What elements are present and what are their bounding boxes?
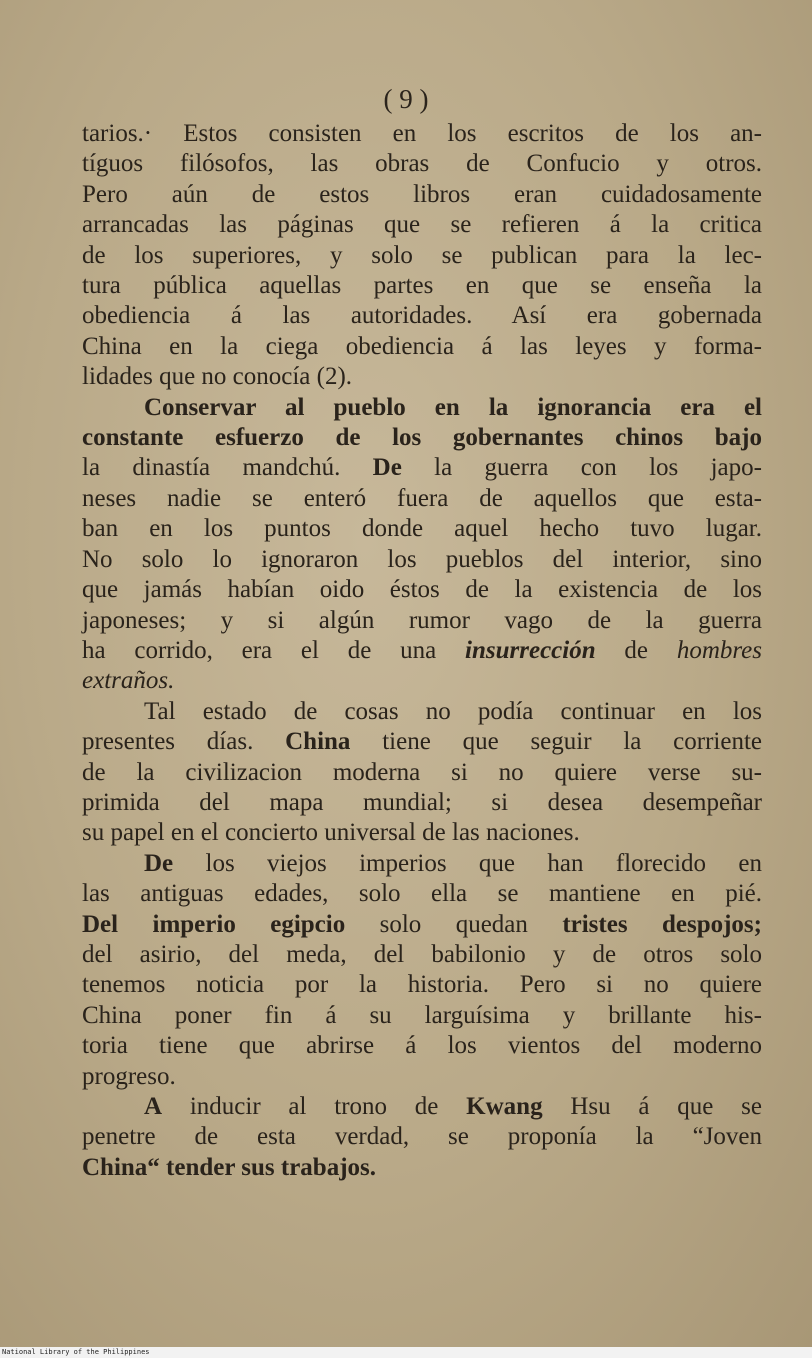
text-line (82, 818, 762, 848)
text-segment: insurrección (465, 636, 596, 664)
text-segment: hombres (676, 636, 762, 664)
text-segment: solo quedan (345, 910, 563, 938)
text-segment: China en la ciega obediencia á las leyes y forma- (82, 332, 762, 360)
text-segment: los viejos imperios que han florecido en (173, 849, 762, 877)
text-line (82, 1062, 762, 1092)
text-line (82, 1122, 762, 1152)
text-line (82, 849, 762, 879)
text-segment: Del imperio egipcio (82, 910, 346, 938)
text-line (82, 1031, 762, 1061)
text-segment: inducir al trono de (162, 1093, 467, 1120)
page-number: ( 9 ) (383, 84, 429, 114)
text-line (82, 727, 762, 757)
text-line (82, 879, 762, 909)
text-line (82, 362, 762, 392)
text-line (82, 636, 762, 666)
text-segment: las antiguas edades, solo ella se mantiene en pié. (82, 880, 762, 908)
text-segment: japoneses; y si algún rumor vago de la guerra (82, 606, 762, 634)
text-segment: la guerra con los japo- (401, 454, 762, 482)
text-segment: penetre de esta verdad, se proponía la “Joven (82, 1123, 762, 1151)
text-line (82, 484, 762, 514)
text-segment: A (144, 1093, 163, 1120)
text-segment: del asirio, del meda, del babilonio y de otros solo (82, 940, 762, 968)
text-segment: progreso. (82, 1062, 176, 1090)
text-segment: tiene que seguir la corriente (350, 728, 762, 756)
text-segment: China (285, 728, 351, 756)
text-line (82, 697, 762, 727)
text-segment: ban en los puntos donde aquel hecho tuvo lugar. (82, 515, 762, 543)
text-line (82, 1153, 762, 1183)
text-segment: tura pública aquellas partes en que se enseña la (82, 272, 762, 300)
text-line (82, 301, 762, 331)
text-segment: presentes días. (82, 728, 286, 756)
text-segment: constante esfuerzo de los gobernantes chinos bajo (82, 424, 762, 452)
text-line (82, 271, 762, 301)
text-segment: tarios.· Estos consisten en los escritos de los an- (82, 120, 762, 147)
text-segment: lidades que no conocía (2). (82, 363, 353, 391)
text-segment: de la civilizacion moderna si no quiere verse su- (82, 758, 762, 786)
text-line (82, 119, 762, 149)
text-segment: toria tiene que abrirse á los vientos del moderno (82, 1032, 762, 1060)
text-line (82, 1001, 762, 1031)
text-line (82, 210, 762, 240)
text-segment: tristes despojos; (562, 910, 762, 938)
text-segment: Tal estado de cosas no podía continuar en los (144, 697, 762, 725)
text-segment: Conservar al pueblo en la ignorancia era el (144, 393, 762, 421)
text-segment: la dinastía mandchú. (82, 454, 373, 482)
text-segment: ha corrido, era el de una (82, 636, 466, 664)
text-segment: que jamás habían oido éstos de la existencia de los (82, 576, 762, 604)
text-line (82, 332, 762, 362)
text-line (82, 453, 762, 483)
text-segment: tenemos noticia por la historia. Pero si no quiere (82, 971, 762, 999)
text-line (82, 241, 762, 271)
text-line (82, 514, 762, 544)
text-segment: Kwang (466, 1093, 543, 1120)
text-segment: Pero aún de estos libros eran cuidadosamente (82, 180, 762, 208)
text-line (82, 149, 762, 179)
text-segment: Hsu á que se (542, 1093, 762, 1120)
text-segment: primida del mapa mundial; si desea desempeñar (82, 788, 762, 816)
text-line (82, 666, 762, 696)
text-line (82, 393, 762, 423)
text-segment: de los superiores, y solo se publican para la lec- (82, 241, 762, 269)
text-segment: De (372, 454, 402, 482)
text-segment: tíguos filósofos, las obras de Confucio y otros. (82, 150, 762, 178)
footer-credit: National Library of the Philippines (0, 1347, 812, 1358)
text-segment: China“ tender sus trabajos. (82, 1153, 377, 1181)
text-line (82, 970, 762, 1000)
text-segment: su papel en el concierto universal de las naciones. (82, 819, 580, 847)
text-segment: China poner fin á su larguísima y brillante his- (82, 1001, 762, 1029)
text-segment: obediencia á las autoridades. Así era gobernada (82, 302, 762, 330)
text-line (82, 940, 762, 970)
text-line (82, 423, 762, 453)
text-segment: de (595, 636, 677, 664)
text-segment: neses nadie se enteró fuera de aquellos que esta- (82, 484, 762, 512)
text-segment: extraños. (82, 667, 175, 695)
text-line (82, 180, 762, 210)
text-line (82, 758, 762, 788)
text-segment: arrancadas las páginas que se refieren á la critica (82, 211, 762, 239)
text-segment: No solo lo ignoraron los pueblos del interior, sino (82, 545, 762, 573)
text-segment: De (144, 849, 174, 877)
text-line (82, 910, 762, 940)
text-line (82, 788, 762, 818)
text-line (82, 575, 762, 605)
text-line (82, 606, 762, 636)
text-line (82, 545, 762, 575)
body-text (82, 119, 762, 1183)
text-line (82, 1092, 762, 1122)
